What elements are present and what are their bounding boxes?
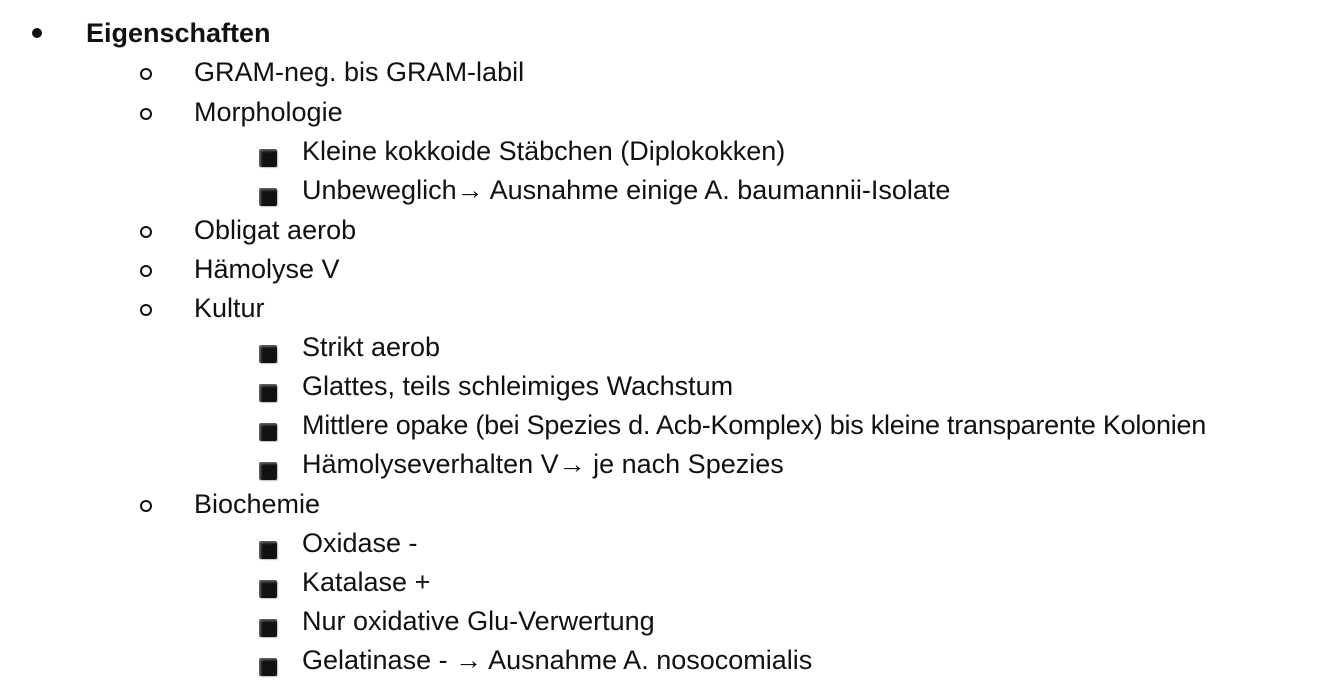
sublist-item	[0, 367, 1334, 406]
sublist-item	[0, 524, 1334, 563]
sublist-item	[0, 563, 1334, 602]
square-bullet-icon	[259, 580, 277, 598]
sublist-item	[0, 445, 1334, 484]
square-bullet-icon	[259, 619, 277, 637]
square-bullet-icon	[259, 423, 277, 441]
list-item-obligat-aerob	[0, 211, 1334, 250]
sublist-item	[0, 641, 1334, 680]
sublist-item-text: Katalase +	[302, 567, 431, 597]
hollow-circle-bullet-icon	[140, 108, 152, 120]
square-bullet-icon	[259, 462, 277, 480]
sublist-item	[0, 171, 1334, 210]
sublist-item-text: Strikt aerob	[302, 332, 441, 362]
list-item-gram	[0, 53, 1334, 92]
list-item-text: Kultur	[194, 293, 265, 323]
sublist-item-text: Unbeweglich→ Ausnahme einige A. baumannii-Isolate	[302, 175, 951, 205]
heading-text: Eigenschaften	[86, 18, 271, 48]
sublist-item-text: Mittlere opake (bei Spezies d. Acb-Komplex) bis kleine transparente Kolonien	[302, 410, 1206, 440]
list-item-text: Obligat aerob	[194, 215, 357, 245]
sublist-item-text: Nur oxidative Glu-Verwertung	[302, 606, 655, 636]
list-item-text: GRAM-neg. bis GRAM-labil	[194, 57, 525, 87]
square-bullet-icon	[259, 658, 277, 676]
sublist-item	[0, 602, 1334, 641]
list-item-text: Morphologie	[194, 97, 343, 127]
hollow-circle-bullet-icon	[140, 500, 152, 512]
list-item-text: Biochemie	[194, 489, 321, 519]
sublist-item-text: Oxidase -	[302, 528, 418, 558]
square-bullet-icon	[259, 541, 277, 559]
filled-circle-bullet-icon	[32, 28, 42, 38]
sublist-item	[0, 406, 1334, 445]
list-item-kultur	[0, 289, 1334, 328]
hollow-circle-bullet-icon	[140, 68, 152, 80]
square-bullet-icon	[259, 188, 277, 206]
list-item-haemolyse	[0, 250, 1334, 289]
list-item-morphologie	[0, 93, 1334, 132]
square-bullet-icon	[259, 149, 277, 167]
hollow-circle-bullet-icon	[140, 265, 152, 277]
bullet-item-heading	[0, 14, 1334, 53]
hollow-circle-bullet-icon	[140, 304, 152, 316]
sublist-item-text: Hämolyseverhalten V→ je nach Spezies	[302, 449, 784, 479]
sublist-item-text: Gelatinase - → Ausnahme A. nosocomialis	[302, 645, 813, 675]
sublist-item-text: Kleine kokkoide Stäbchen (Diplokokken)	[302, 136, 786, 166]
sublist-item-text: Glattes, teils schleimiges Wachstum	[302, 371, 734, 401]
list-item-biochemie	[0, 485, 1334, 524]
sublist-item	[0, 132, 1334, 171]
list-item-text: Hämolyse V	[194, 254, 340, 284]
hollow-circle-bullet-icon	[140, 226, 152, 238]
sublist-item	[0, 328, 1334, 367]
square-bullet-icon	[259, 384, 277, 402]
square-bullet-icon	[259, 345, 277, 363]
